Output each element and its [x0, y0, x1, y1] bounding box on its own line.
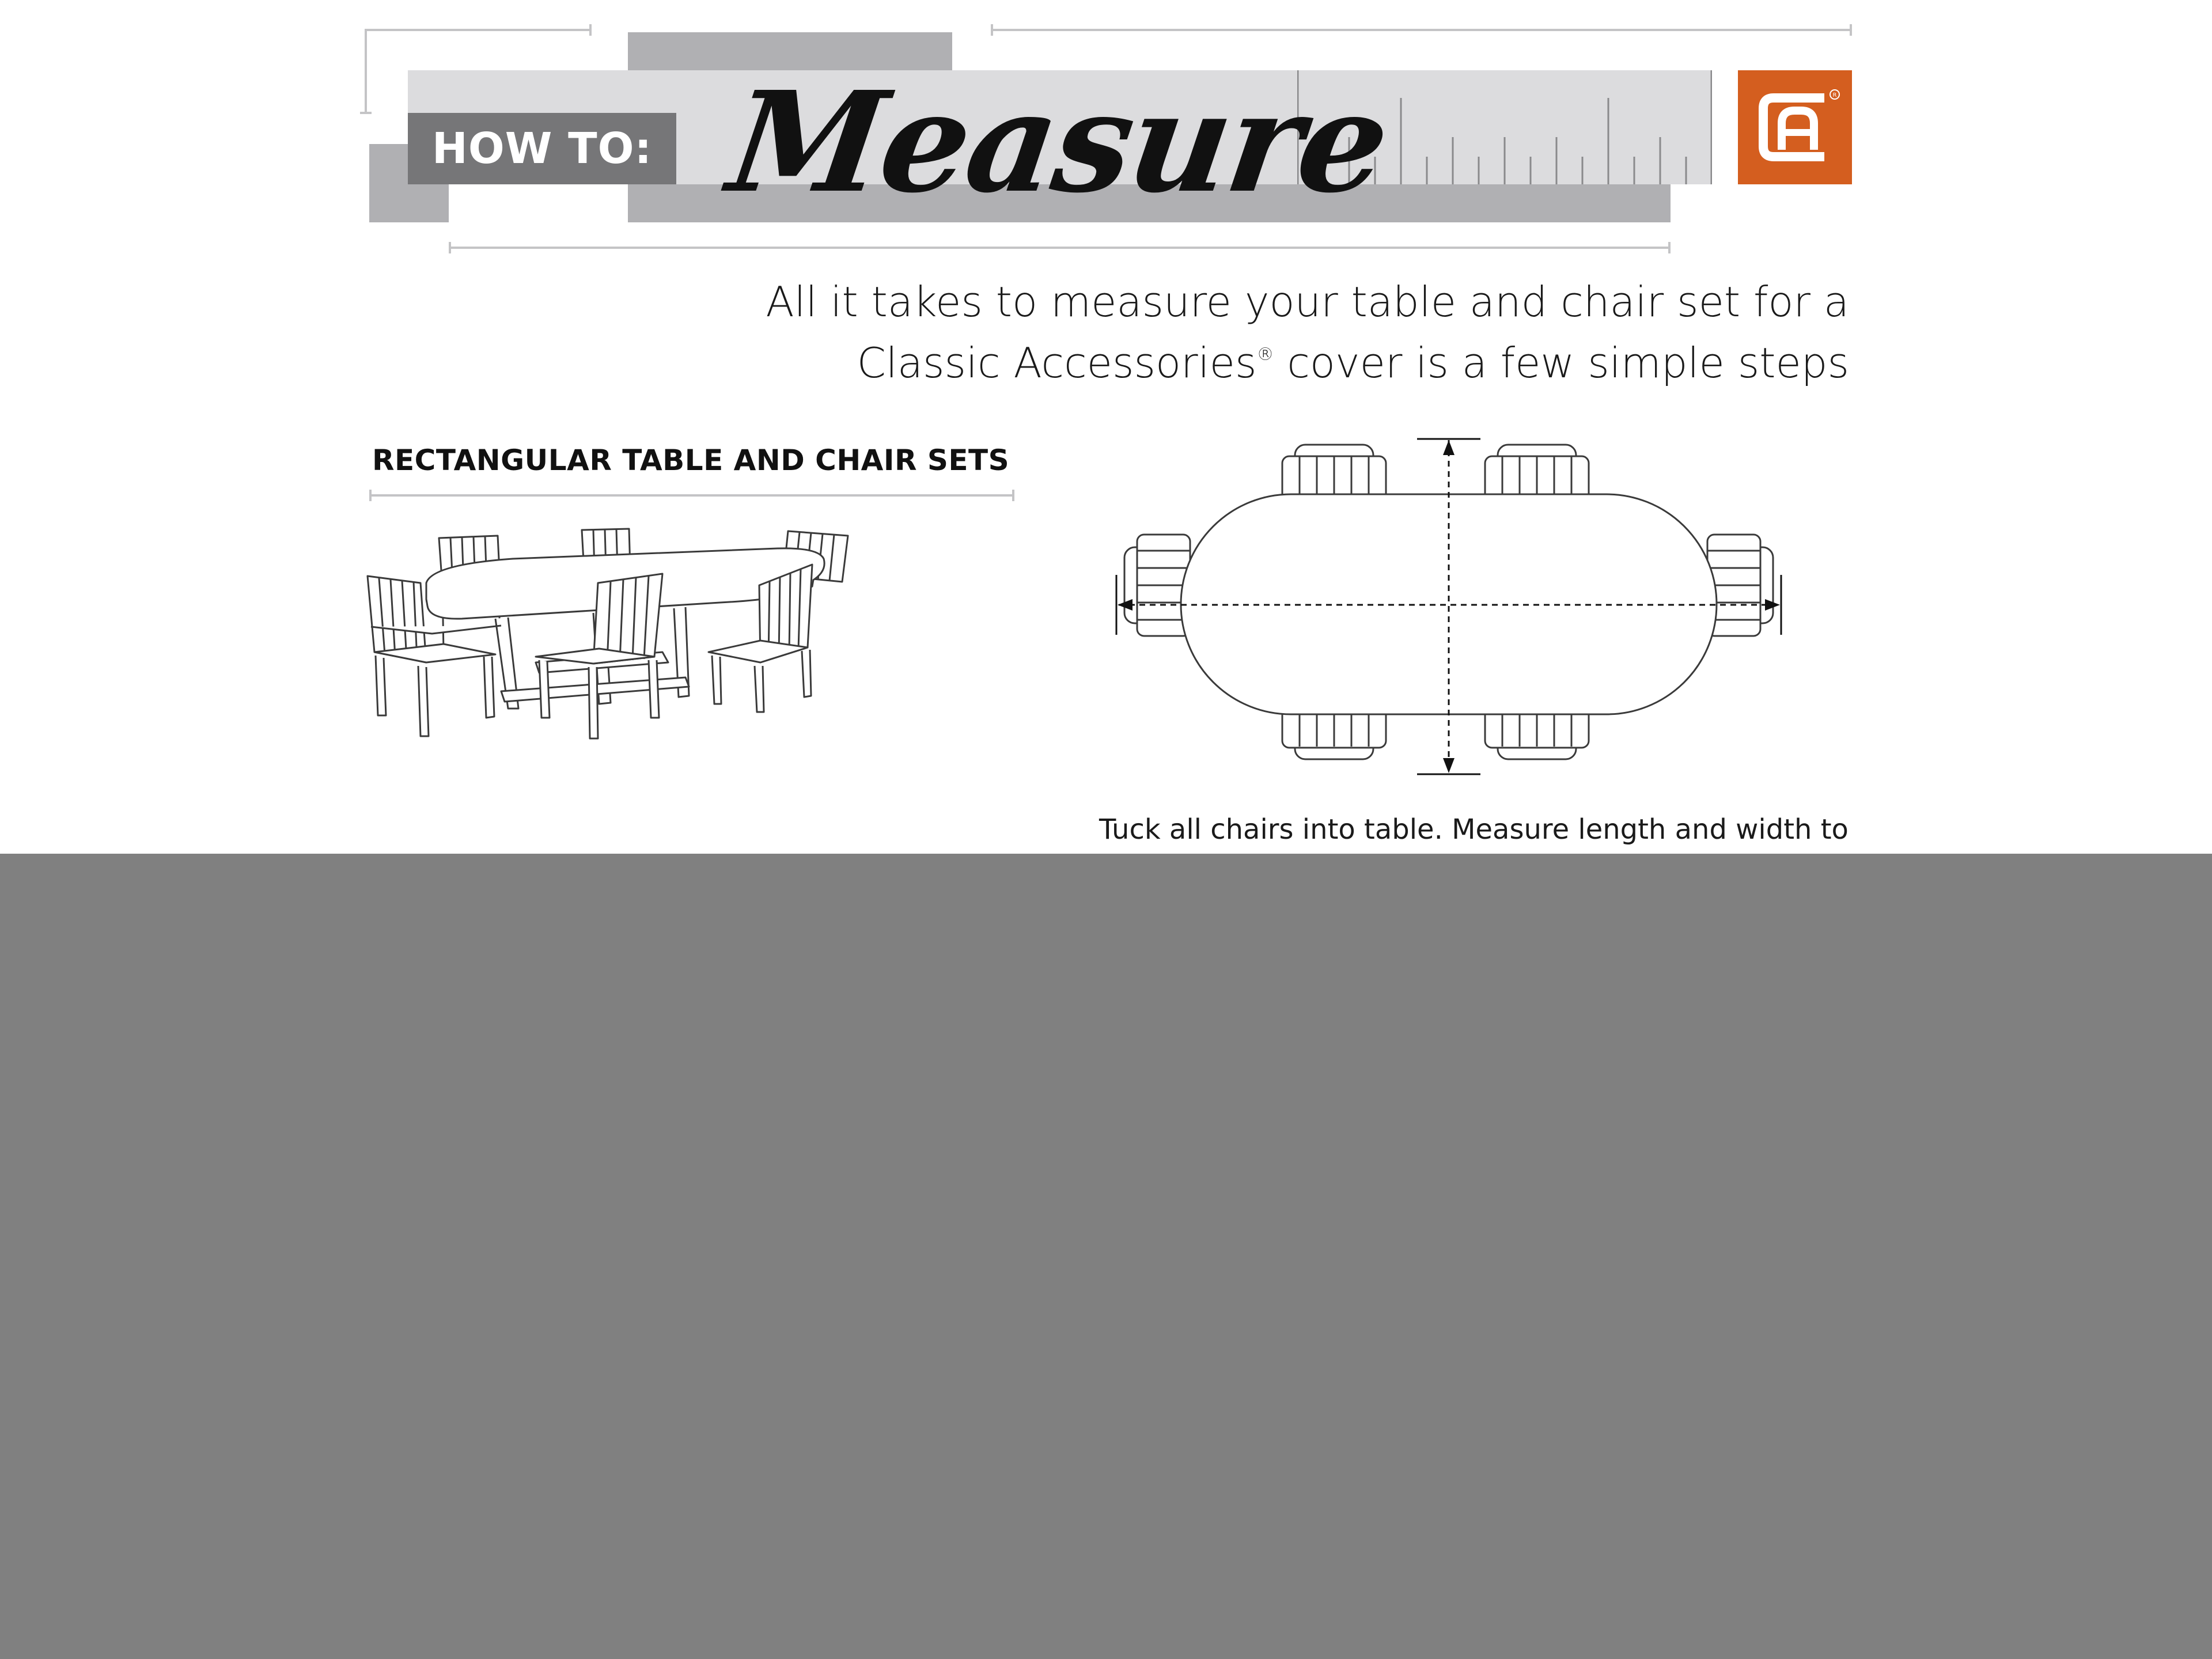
bracket-top-right-tick-l — [991, 24, 993, 36]
ca-monogram-icon — [1738, 70, 1852, 184]
svg-text:R: R — [1832, 92, 1837, 99]
bracket-top-right-h — [991, 29, 1852, 31]
topview-chair-left-end — [1124, 535, 1190, 636]
bracket-bottom-tick-r — [1668, 242, 1671, 253]
instruction-text: Tuck all chairs into table. Measure length and width to — [1099, 813, 1849, 846]
bracket-top-left-v — [365, 29, 367, 114]
howto-label: HOW TO: — [408, 113, 676, 184]
table-top-view-measure-diagram-icon — [1112, 432, 1786, 783]
gray-overlay — [0, 854, 2212, 1659]
bracket-top-right-tick-r — [1850, 24, 1852, 36]
intro-line-2-rest: cover is a few simple steps — [1274, 339, 1849, 387]
bracket-bottom-tick-l — [449, 242, 451, 253]
registered-mark: ® — [1256, 344, 1274, 365]
page-title: Measure — [720, 61, 1397, 224]
topview-chair-right-end — [1707, 535, 1773, 636]
section-rule — [369, 494, 1014, 497]
intro-text — [691, 275, 1849, 389]
section-heading: RECTANGULAR TABLE AND CHAIR SETS — [372, 444, 1010, 477]
intro-line-1: All it takes to measure your table and chair set for a — [766, 278, 1849, 326]
patio-table-chair-set-icon — [363, 518, 881, 806]
intro-line-2 — [691, 328, 1849, 389]
bracket-top-left-foot — [360, 112, 372, 114]
bracket-bottom-h — [449, 247, 1671, 249]
classic-accessories-ca-logo-icon — [1738, 70, 1852, 184]
bracket-top-left-h — [365, 29, 592, 31]
bracket-top-left-tick — [589, 24, 592, 36]
intro-brand: Classic Accessories — [857, 339, 1257, 387]
